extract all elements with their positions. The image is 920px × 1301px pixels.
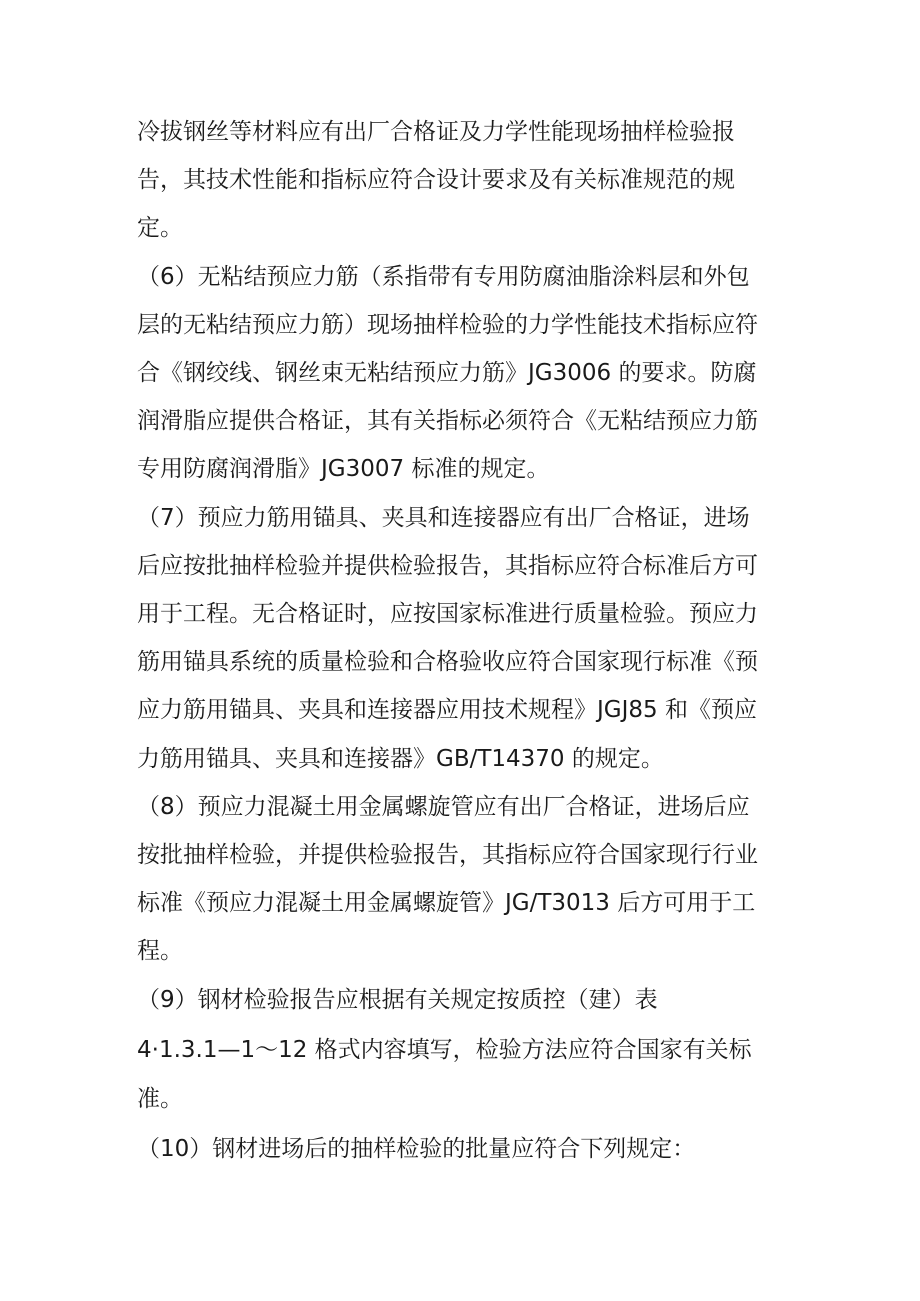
text-line: （8）预应力混凝土用金属螺旋管应有出厂合格证，进场后应 [137,794,750,820]
text-line: 4·1.3.1—1～12 格式内容填写，检验方法应符合国家有关标 [137,1037,752,1063]
text-line: 定。 [137,215,183,241]
text-line: 专用防腐润滑脂》JG3007 标准的规定。 [137,456,550,482]
text-line: （10）钢材进场后的抽样检验的批量应符合下列规定： [137,1136,696,1162]
text-line: 标准《预应力混凝土用金属螺旋管》JG/T3013 后方可用于工 [137,890,756,916]
text-line: 后应按批抽样检验并提供检验报告，其指标应符合标准后方可 [137,553,758,579]
text-line: 润滑脂应提供合格证，其有关指标必须符合《无粘结预应力筋 [137,408,758,434]
text-line: 力筋用锚具、夹具和连接器》GB/T14370 的规定。 [137,746,664,772]
text-line: 程。 [137,938,183,964]
text-line: 层的无粘结预应力筋）现场抽样检验的力学性能技术指标应符 [137,312,758,338]
text-line: 用于工程。无合格证时，应按国家标准进行质量检验。预应力 [137,601,758,627]
text-line: 合《钢绞线、钢丝束无粘结预应力筋》JG3006 的要求。防腐 [137,360,757,386]
text-line: 准。 [137,1086,183,1112]
text-line: （6）无粘结预应力筋（系指带有专用防腐油脂涂料层和外包 [137,264,750,290]
text-line: （9）钢材检验报告应根据有关规定按质控（建）表 [137,987,658,1013]
text-line: 告，其技术性能和指标应符合设计要求及有关标准规范的规 [137,167,735,193]
text-line: 冷拔钢丝等材料应有出厂合格证及力学性能现场抽样检验报 [137,119,735,145]
text-line: 筋用锚具系统的质量检验和合格验收应符合国家现行标准《预 [137,649,758,675]
text-line: 应力筋用锚具、夹具和连接器应用技术规程》JGJ85 和《预应 [137,697,757,723]
text-line: （7）预应力筋用锚具、夹具和连接器应有出厂合格证，进场 [137,505,750,531]
text-line: 按批抽样检验，并提供检验报告，其指标应符合国家现行行业 [137,842,758,868]
